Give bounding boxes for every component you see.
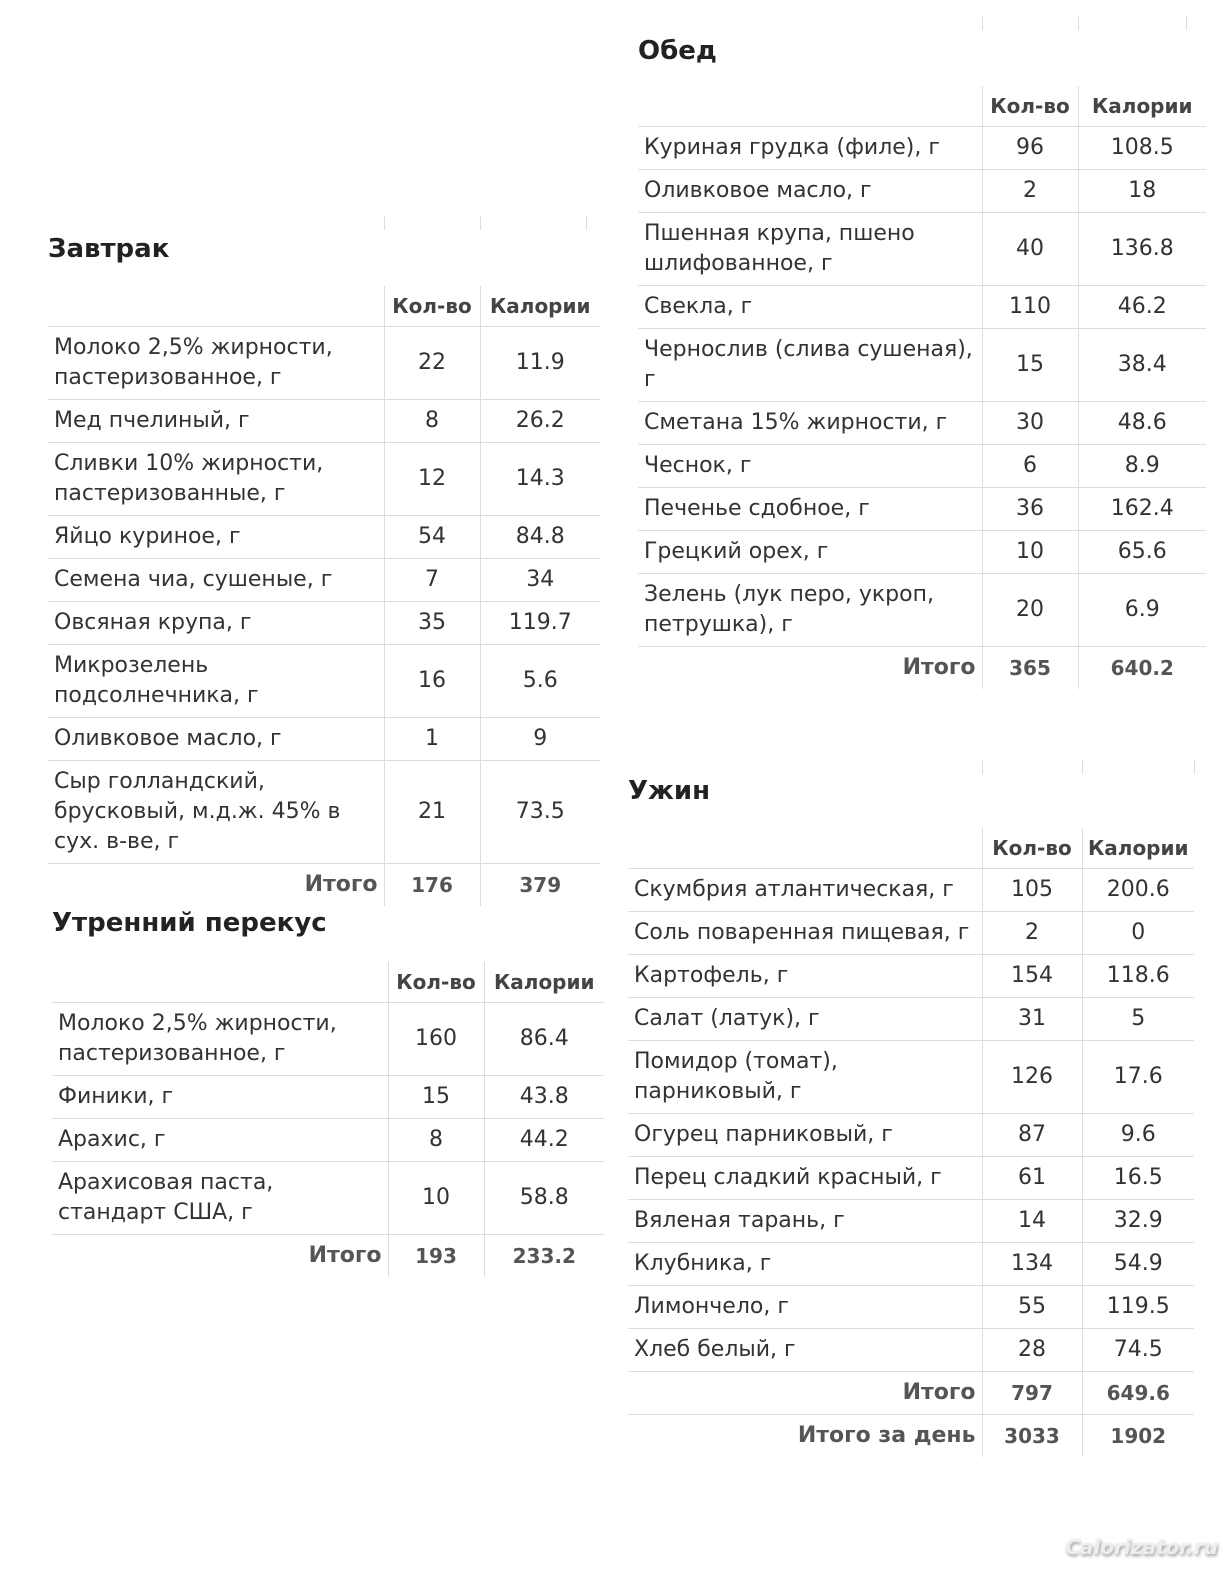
table-row [628,1286,1194,1329]
food-calories: 0 [1082,912,1194,955]
food-calories: 200.6 [1082,869,1194,912]
day-total-row [628,1415,1194,1458]
calories-header: Калории [1082,828,1194,869]
total-row [52,1235,604,1278]
food-name: Молоко 2,5% жирности, пастеризованное, г [48,327,384,400]
food-name: Оливковое масло, г [638,170,982,213]
food-name: Хлеб белый, г [628,1329,982,1372]
food-name: Вяленая тарань, г [628,1200,982,1243]
total-label: Итого [48,864,384,907]
food-name: Лимончело, г [628,1286,982,1329]
table-row [628,912,1194,955]
calories-header: Калории [1078,86,1206,127]
total-quantity: 3033 [982,1415,1082,1458]
food-calories: 26.2 [480,400,600,443]
total-row [48,864,600,907]
qty-header: Кол-во [982,86,1078,127]
table-row [48,443,600,516]
table-row [638,488,1206,531]
table-row [638,170,1206,213]
table-row [638,286,1206,329]
food-name: Скумбрия атлантическая, г [628,869,982,912]
food-quantity: 35 [384,602,480,645]
food-quantity: 1 [384,718,480,761]
table-row [638,574,1206,647]
table-row [48,602,600,645]
food-calories: 18 [1078,170,1206,213]
food-quantity: 15 [388,1076,484,1119]
food-calories: 5.6 [480,645,600,718]
food-name: Грецкий орех, г [638,531,982,574]
food-name: Чернослив (слива сушеная), г [638,329,982,402]
food-quantity: 12 [384,443,480,516]
table-row [48,718,600,761]
food-quantity: 10 [982,531,1078,574]
food-calories: 65.6 [1078,531,1206,574]
table-row [638,213,1206,286]
table-row [48,645,600,718]
food-name: Перец сладкий красный, г [628,1157,982,1200]
section-title: Завтрак [48,234,170,264]
food-calories: 5 [1082,998,1194,1041]
table-row [628,1243,1194,1286]
food-name: Микрозелень подсолнечника, г [48,645,384,718]
food-calories: 38.4 [1078,329,1206,402]
food-calories: 119.7 [480,602,600,645]
section-title: Утренний перекус [52,908,327,938]
food-calories: 16.5 [1082,1157,1194,1200]
table-row [628,955,1194,998]
food-calories: 73.5 [480,761,600,864]
table-row [52,1162,604,1235]
food-name: Куриная грудка (филе), г [638,127,982,170]
breakfast-section [48,216,600,906]
table-row [628,1157,1194,1200]
table-row [52,1119,604,1162]
total-label: Итого [628,1372,982,1415]
section-title: Ужин [628,776,711,806]
food-quantity: 6 [982,445,1078,488]
food-quantity: 105 [982,869,1082,912]
food-quantity: 14 [982,1200,1082,1243]
total-calories: 1902 [1082,1415,1194,1458]
total-row [638,647,1206,690]
table-row [628,1041,1194,1114]
food-calories: 9 [480,718,600,761]
food-quantity: 61 [982,1157,1082,1200]
food-calories: 46.2 [1078,286,1206,329]
section-title: Обед [638,36,717,66]
food-name: Арахисовая паста, стандарт США, г [52,1162,388,1235]
food-name: Сыр голландский, брусковый, м.д.ж. 45% в сух. в-ве, г [48,761,384,864]
table-row [52,1076,604,1119]
food-quantity: 40 [982,213,1078,286]
total-calories: 640.2 [1078,647,1206,690]
food-calories: 6.9 [1078,574,1206,647]
table-row [628,1114,1194,1157]
food-quantity: 96 [982,127,1078,170]
total-quantity: 193 [388,1235,484,1278]
total-label: Итого за день [628,1415,982,1458]
food-name: Сливки 10% жирности, пастеризованные, г [48,443,384,516]
food-name: Молоко 2,5% жирности, пастеризованное, г [52,1003,388,1076]
table-row [48,516,600,559]
food-calories: 32.9 [1082,1200,1194,1243]
table-row [628,1200,1194,1243]
food-name: Семена чиа, сушеные, г [48,559,384,602]
food-name: Салат (латук), г [628,998,982,1041]
calories-header: Калории [480,286,600,327]
food-calories: 54.9 [1082,1243,1194,1286]
qty-header: Кол-во [388,962,484,1003]
food-quantity: 8 [388,1119,484,1162]
total-calories: 649.6 [1082,1372,1194,1415]
meal-table [638,86,1206,689]
food-calories: 43.8 [484,1076,604,1119]
total-row [628,1372,1194,1415]
food-calories: 44.2 [484,1119,604,1162]
total-label: Итого [638,647,982,690]
qty-header: Кол-во [982,828,1082,869]
food-calories: 48.6 [1078,402,1206,445]
food-calories: 136.8 [1078,213,1206,286]
food-name: Чеснок, г [638,445,982,488]
food-name: Арахис, г [52,1119,388,1162]
total-quantity: 176 [384,864,480,907]
calories-header: Калории [484,962,604,1003]
food-quantity: 2 [982,170,1078,213]
food-quantity: 21 [384,761,480,864]
food-quantity: 55 [982,1286,1082,1329]
food-calories: 119.5 [1082,1286,1194,1329]
food-quantity: 30 [982,402,1078,445]
table-row [628,1329,1194,1372]
food-name: Помидор (томат), парниковый, г [628,1041,982,1114]
food-calories: 162.4 [1078,488,1206,531]
food-name: Свекла, г [638,286,982,329]
total-calories: 379 [480,864,600,907]
food-calories: 118.6 [1082,955,1194,998]
total-calories: 233.2 [484,1235,604,1278]
food-name: Соль поваренная пищевая, г [628,912,982,955]
food-quantity: 16 [384,645,480,718]
food-quantity: 110 [982,286,1078,329]
table-row [638,127,1206,170]
food-name: Финики, г [52,1076,388,1119]
total-label: Итого [52,1235,388,1278]
food-name: Яйцо куриное, г [48,516,384,559]
food-quantity: 36 [982,488,1078,531]
food-calories: 84.8 [480,516,600,559]
food-name: Огурец парниковый, г [628,1114,982,1157]
food-calories: 86.4 [484,1003,604,1076]
total-quantity: 365 [982,647,1078,690]
food-name: Пшенная крупа, пшено шлифованное, г [638,213,982,286]
food-name: Мед пчелиный, г [48,400,384,443]
food-quantity: 126 [982,1041,1082,1114]
food-name: Зелень (лук перо, укроп, петрушка), г [638,574,982,647]
food-quantity: 15 [982,329,1078,402]
meal-table [628,828,1194,1457]
table-row [638,531,1206,574]
food-calories: 108.5 [1078,127,1206,170]
total-quantity: 797 [982,1372,1082,1415]
food-quantity: 7 [384,559,480,602]
food-calories: 34 [480,559,600,602]
food-calories: 8.9 [1078,445,1206,488]
food-quantity: 154 [982,955,1082,998]
food-name: Оливковое масло, г [48,718,384,761]
food-quantity: 10 [388,1162,484,1235]
table-row [628,998,1194,1041]
dinner-section [628,760,1198,1457]
table-row [52,1003,604,1076]
food-quantity: 134 [982,1243,1082,1286]
food-quantity: 22 [384,327,480,400]
food-quantity: 28 [982,1329,1082,1372]
food-quantity: 2 [982,912,1082,955]
qty-header: Кол-во [384,286,480,327]
table-row [638,329,1206,402]
food-quantity: 20 [982,574,1078,647]
table-row [48,327,600,400]
food-quantity: 8 [384,400,480,443]
lunch-section [638,16,1208,689]
food-name: Клубника, г [628,1243,982,1286]
table-row [638,402,1206,445]
food-name: Печенье сдобное, г [638,488,982,531]
food-calories: 14.3 [480,443,600,516]
food-quantity: 31 [982,998,1082,1041]
food-calories: 58.8 [484,1162,604,1235]
food-quantity: 54 [384,516,480,559]
table-row [48,400,600,443]
food-name: Овсяная крупа, г [48,602,384,645]
food-calories: 11.9 [480,327,600,400]
food-quantity: 160 [388,1003,484,1076]
watermark-logo: Calorizator.ru [1065,1535,1218,1559]
food-calories: 74.5 [1082,1329,1194,1372]
meal-table [48,286,600,906]
food-calories: 9.6 [1082,1114,1194,1157]
table-row [638,445,1206,488]
food-name: Картофель, г [628,955,982,998]
table-row [48,559,600,602]
food-quantity: 87 [982,1114,1082,1157]
food-calories: 17.6 [1082,1041,1194,1114]
snack-section [52,908,604,1277]
table-row [48,761,600,864]
meal-table [52,962,604,1277]
food-name: Сметана 15% жирности, г [638,402,982,445]
table-row [628,869,1194,912]
